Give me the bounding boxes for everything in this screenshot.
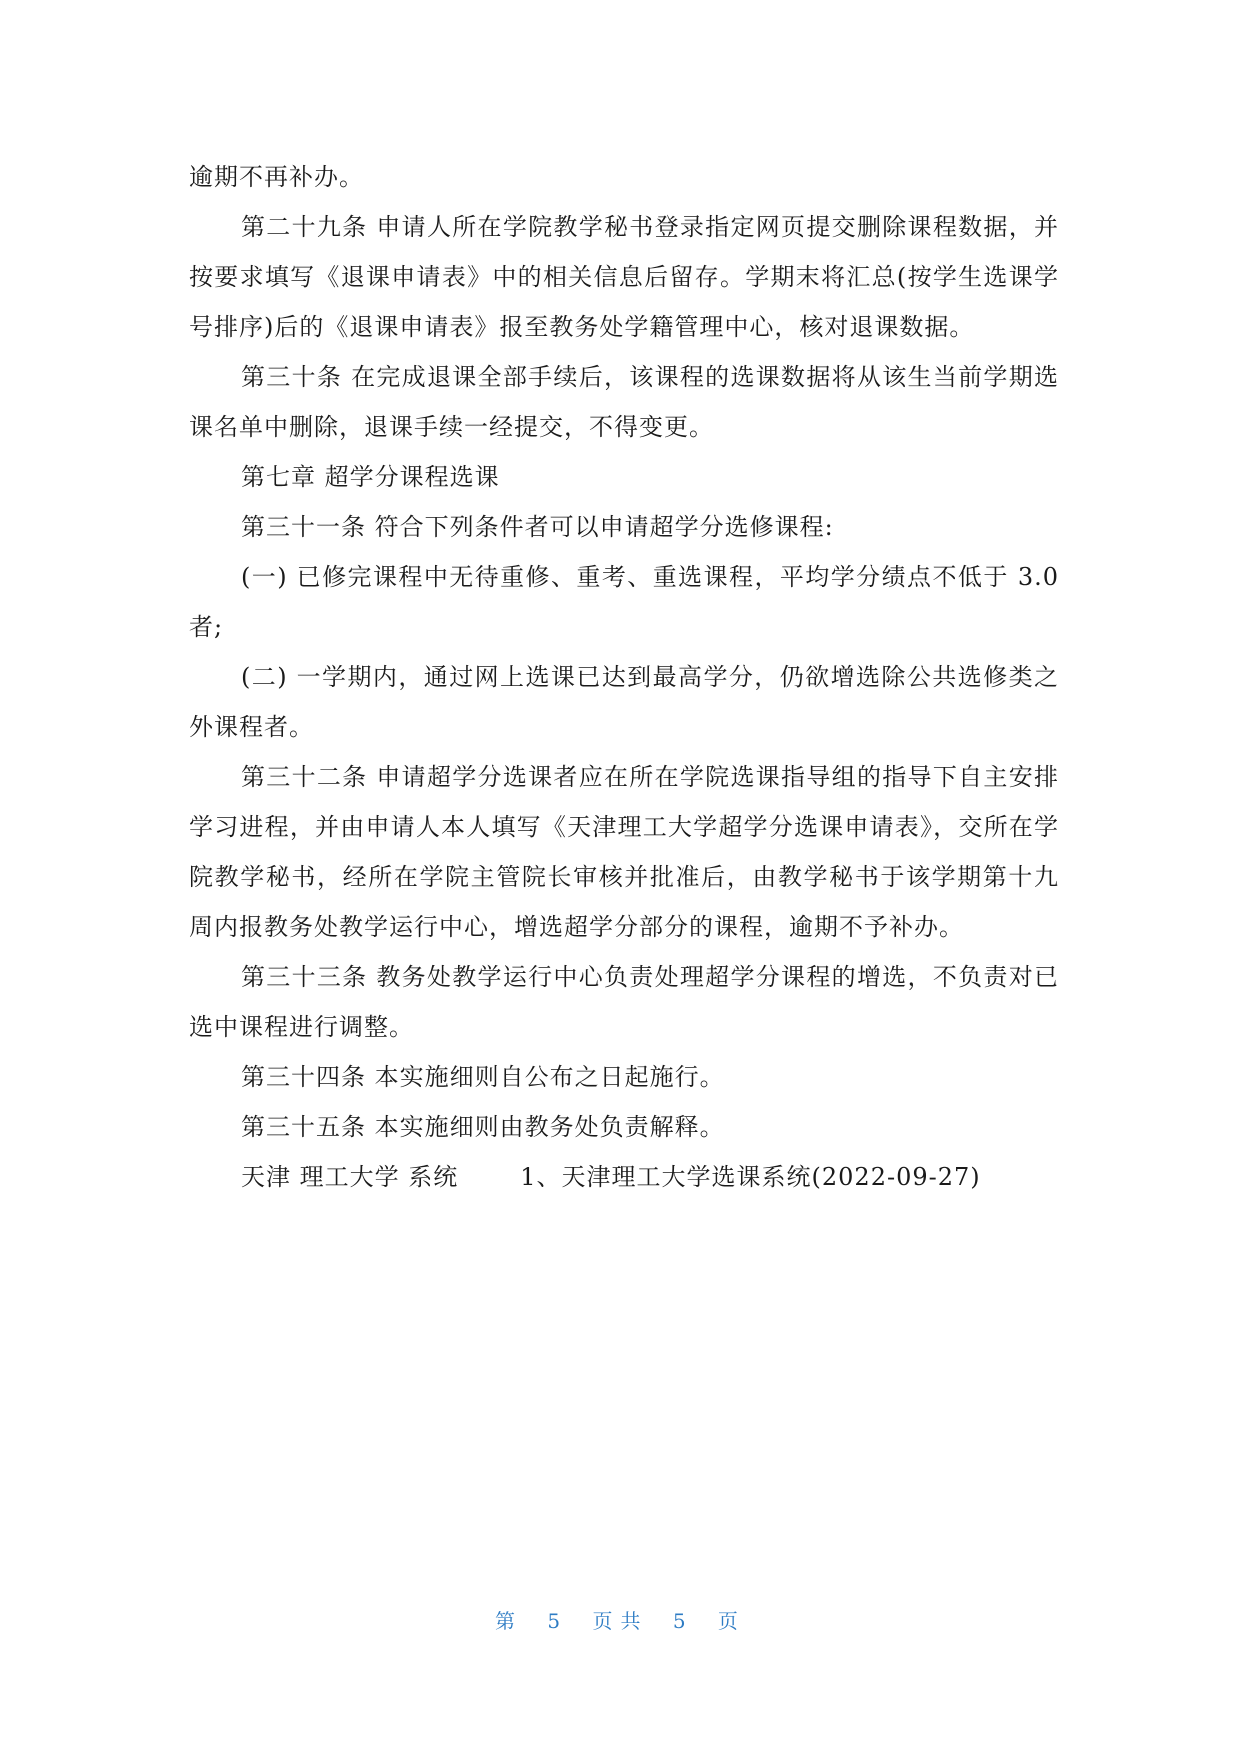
- paragraph-article-32: 第三十二条 申请超学分选课者应在所在学院选课指导组的指导下自主安排学习进程，并由申请人本人填写《天津理工大学超学分选课申请表》，交所在学院教学秘书，经所在学院主管院长审核并批准后，由教学秘书于该学期第十九周内报教务处教学运行中心，增选超学分部分的课程，逾期不予补办。: [189, 763, 1059, 941]
- system-reference-link: 1、天津理工大学选课系统(2022-09-27): [520, 1163, 981, 1191]
- paragraph-condition-1: (一) 已修完课程中无待重修、重考、重选课程，平均学分绩点不低于 3.0 者;: [189, 563, 1059, 641]
- paragraph-article-31: 第三十一条 符合下列条件者可以申请超学分选修课程:: [241, 513, 834, 541]
- paragraph-article-35: 第三十五条 本实施细则由教务处负责解释。: [241, 1113, 725, 1141]
- paragraph-article-29: 第二十九条 申请人所在学院教学秘书登录指定网页提交删除课程数据，并按要求填写《退课申请表》中的相关信息后留存。学期末将汇总(按学生选课学号排序)后的《退课申请表》报至教务处学籍管理中心，核对退课数据。: [189, 213, 1059, 341]
- paragraph-article-30: 第三十条 在完成退课全部手续后，该课程的选课数据将从该生当前学期选课名单中删除，退课手续一经提交，不得变更。: [189, 363, 1059, 441]
- paragraph-article-33: 第三十三条 教务处教学运行中心负责处理超学分课程的增选，不负责对已选中课程进行调整。: [189, 963, 1059, 1041]
- paragraph-article-34: 第三十四条 本实施细则自公布之日起施行。: [241, 1063, 725, 1091]
- page-number-label: 第 5 页共 5 页: [495, 1609, 746, 1633]
- paragraph-condition-2: (二) 一学期内，通过网上选课已达到最高学分，仍欲增选除公共选修类之外课程者。: [189, 663, 1059, 741]
- system-reference-line: [189, 1152, 1059, 1202]
- system-label: 天津 理工大学 系统: [241, 1163, 459, 1191]
- page-footer: [0, 1605, 1241, 1634]
- document-body: [189, 152, 1059, 1202]
- chapter-heading: 第七章 超学分课程选课: [241, 463, 500, 491]
- paragraph-continuation: 逾期不再补办。: [189, 163, 364, 191]
